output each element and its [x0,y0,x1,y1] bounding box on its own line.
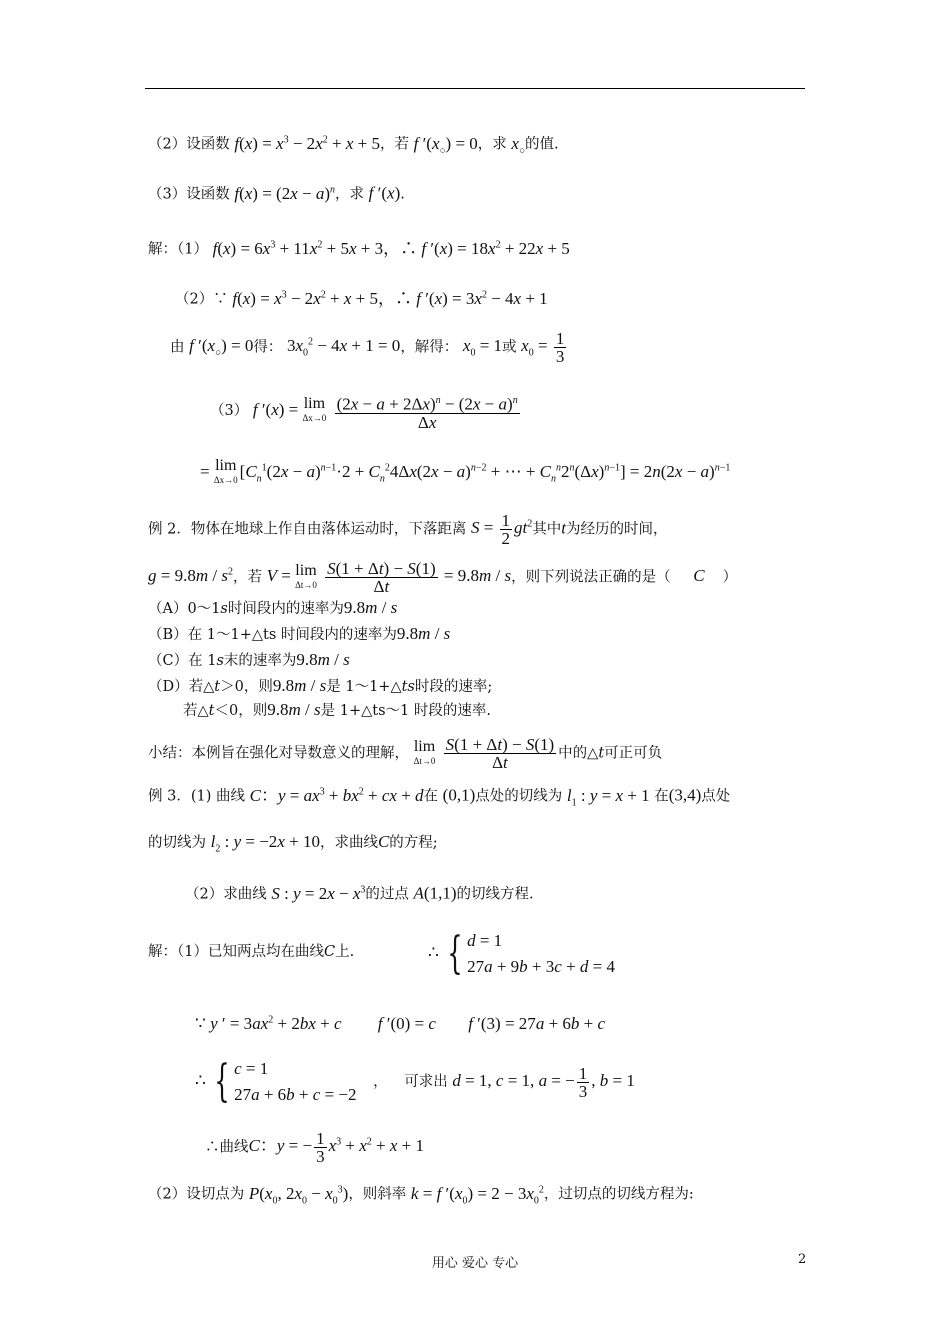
line-q2: （2）设函数 $f(x) = x^3 - 2x^2 + x + 5$，若 f $'(x_○) = 0$，求 $x_○$的值. [148,133,559,157]
line-ex3: 例 3．(1) 曲线 C：$y = ax^3 + bx^2$ + cx + d在 (0,1)点处的切线为 $l_1$ : y = x + 1 在(3,4)点处 [148,785,731,809]
line-sol2: （2）∵ $f(x) = x^3 - 2x^2 + x + 5$，∴ f $'(x) = 3x^2 - 4x + 1$ [175,288,548,308]
line-ex2: 例 2．物体在地球上作自由落体运动时，下落距离 S = $\frac{1}{2}$ $gt^2$其中t为经历的时间， [148,511,668,548]
option-a: （A）0～1s时间段内的速率为9.8m / s [148,598,398,617]
line-ex3b: 的切线为 $l_2$ : y = −2x + 10，求曲线C的方程; [148,832,438,855]
option-d-2: 若△t＜0，则9.8m / s是 1+△ts～1 时段的速率. [183,700,491,719]
line-sol3b: = lim Δx→0 [$C_n^1(2x - a)^{n-1}\cdot 2 + C_n^24\Delta x(2x - a)^{n-2}$ + ⋯ + $C_n^n2^n(\Delta x)^{n-1}] = 2n(2x - a)^{n-1}$ [200,456,731,485]
header-rule [145,88,805,89]
line-sol3: （3） f ′(x) = lim Δx→0 $\frac{(2x - a + 2\Delta x)^n - (2x - a)^n}{\Delta x}$ [210,392,522,431]
system-2: ∴ { c = 1 27a + 6b + c = −2 ， 可求出 d = 1, c = 1, a = − $\frac{1}{3}$ , b = 1 [195,1056,635,1107]
footer-text: 用心 爱心 专心 [431,1256,519,1271]
line-derivative: ∵ y ′ = $3ax^2 + 2bx + c$ f ′(0) = c f ′(3) = 27a + 6b + c [195,1013,606,1033]
option-d: （D）若△t＞0，则9.8m / s是 1～1+△ts时段的速率; [148,676,493,695]
line-sol-ex3-2: （2）设切点为 $P(x_0$, $2x_0 - x_0^3$)，则斜率 k = f $'(x_0) = 2 - 3x_0^2$，过切点的切线方程为: [148,1183,694,1207]
summary: 小结：本例旨在强化对导数意义的理解， lim Δt→0 $\frac{S(1 + \Delta t) - S(1)}{\Delta t}$ 中的△t可正可负 [148,735,663,772]
line-q3: （3）设函数 $f(x) = (2x - a)^n$，求 f ′(x). [148,183,405,203]
line-ex2b: $g = 9.8m / s^2$，若 V = lim Δt→0 $\frac{S(1 + \Delta t) - S(1)}{\Delta t}$ = 9.8m / s，则下列说法正确的是（ C ） [148,559,738,596]
curve-result: ∴曲线C：y = − $\frac{1}{3}$ $x^3 + x^2 + x + 1$ [205,1129,424,1166]
system-1: ∴ { d = 1 27a + 9b + 3c + d = 4 [428,928,615,979]
option-b: （B）在 1～1+△ts 时间段内的速率为9.8m / s [148,624,451,643]
line-sol-ex3: 解：（1）已知两点均在曲线C上. [148,944,355,960]
line-sol2b: 由 f $'(x_○) = 0$得： $3x_0^2 - 4x + 1 = 0$，解得： $x_0 = 1$或 $x_0$ = $\frac{1}{3}$ [170,329,565,366]
line-sol1: 解：（1） $f(x) = 6x^3 + 11x^2 + 5x + 3$，∴ f $'(x) = 18x^2 + 22x + 5$ [148,238,570,258]
answer: C [693,566,705,586]
line-ex3c: （2）求曲线 S : $y = 2x - x^3$的过点 A(1,1)的切线方程. [185,883,534,903]
page-number: 2 [798,1252,807,1267]
option-c: （C）在 1s末的速率为9.8m / s [148,650,350,669]
